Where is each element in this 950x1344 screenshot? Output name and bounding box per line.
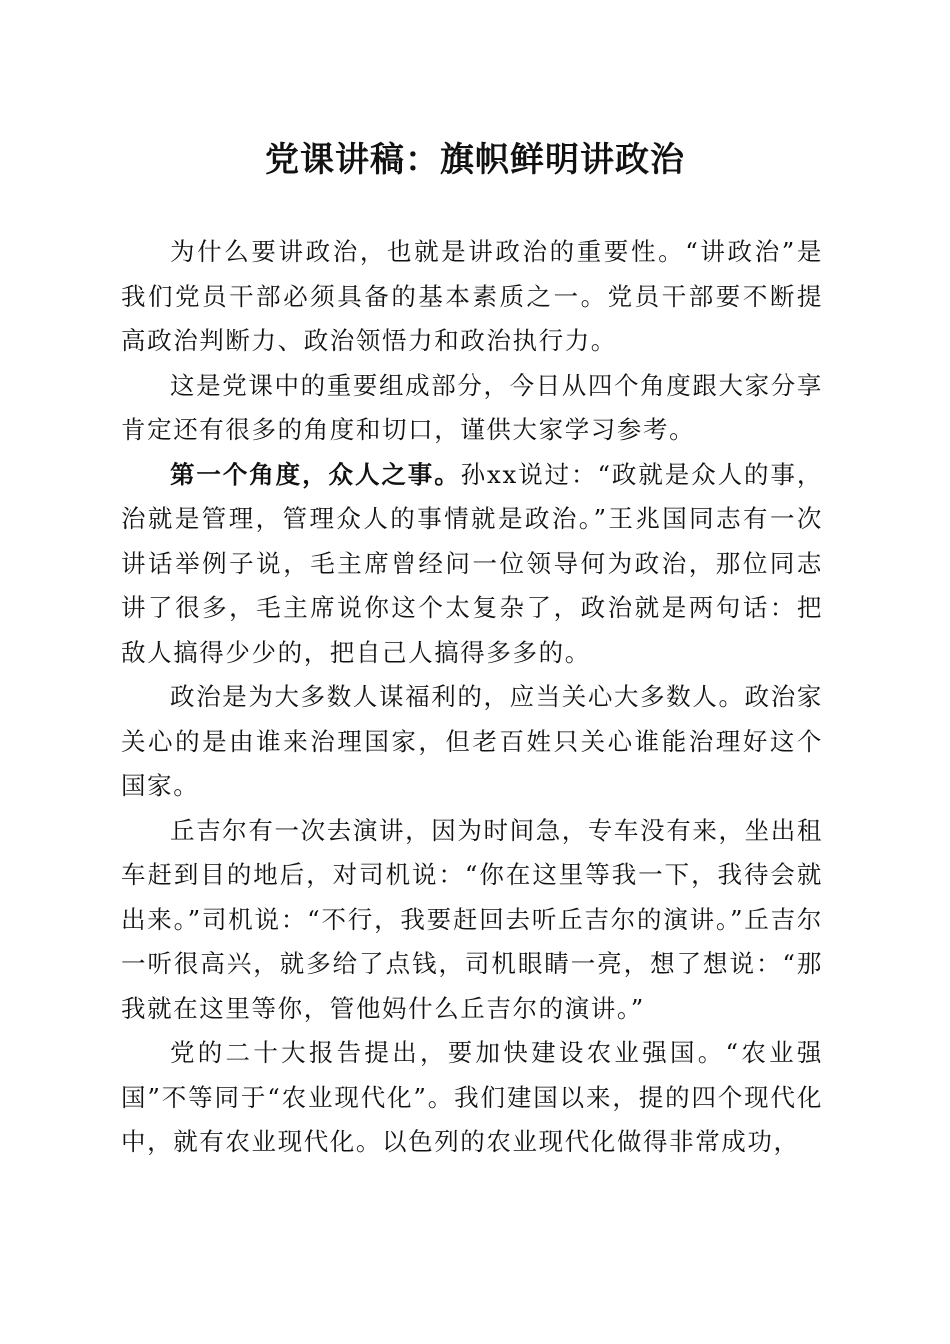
paragraph-text: 丘吉尔有一次去演讲，因为时间急，专车没有来，坐出租车赶到目的地后，对司机说：“你在这里等我一下，我待会就出来。”司机说：“不行，我要赶回去听丘吉尔的演讲。”丘吉尔一听很高兴，就多给了点钱，司机眼睛一亮，想了想说：“那我就在这里等你，管他妈什么丘吉尔的演讲。”: [121, 815, 823, 1023]
paragraph-first-angle: [121, 453, 823, 676]
document-body: [121, 230, 823, 1165]
paragraph-agriculture: [121, 1031, 823, 1165]
paragraph-text: 为什么要讲政治，也就是讲政治的重要性。“讲政治”是我们党员干部必须具备的基本素质之一。党员干部要不断提高政治判断力、政治领悟力和政治执行力。: [121, 237, 823, 355]
paragraph-importance: [121, 230, 823, 364]
paragraph-text: 政治是为大多数人谋福利的，应当关心大多数人。政治家关心的是由谁来治理国家，但老百姓只关心谁能治理好这个国家。: [121, 682, 823, 800]
document-title: 党课讲稿：旗帜鲜明讲政治: [265, 140, 685, 180]
paragraph-majority: [121, 675, 823, 809]
paragraph-churchill: [121, 809, 823, 1032]
paragraph-intro: [121, 364, 823, 453]
paragraph-text: 党的二十大报告提出，要加快建设农业强国。“农业强国”不等同于“农业现代化”。我们建国以来，提的四个现代化中，就有农业现代化。以色列的农业现代化做得非常成功，: [121, 1038, 823, 1156]
paragraph-lead: 第一个角度，众人之事。: [170, 459, 461, 489]
paragraph-text: 这是党课中的重要组成部分，今日从四个角度跟大家分享肯定还有很多的角度和切口，谨供大家学习参考。: [121, 370, 823, 444]
paragraph-text: 孙xx说过：“政就是众人的事，治就是管理，管理众人的事情就是政治。”王兆国同志有一次讲话举例子说，毛主席曾经问一位领导何为政治，那位同志讲了很多，毛主席说你这个太复杂了，政治就是两句话：把敌人搞得少少的，把自己人搞得多多的。: [121, 459, 823, 667]
